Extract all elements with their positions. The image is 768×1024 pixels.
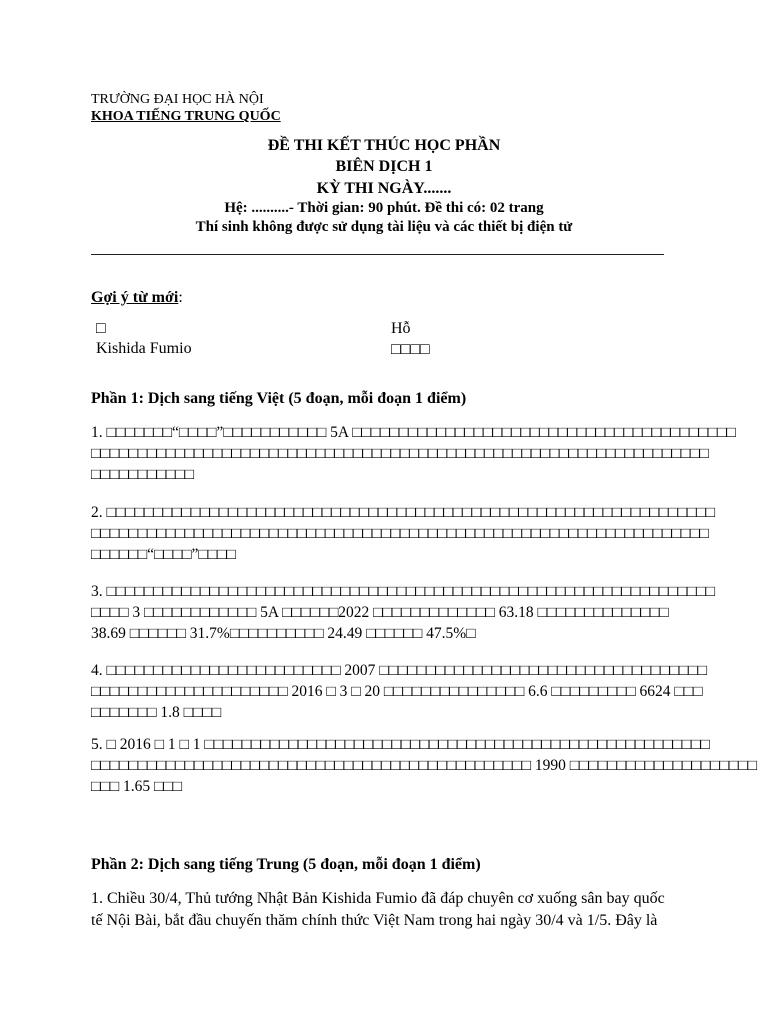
vocab-heading-label: Gợi ý từ mới [91, 289, 179, 306]
part2-paragraph-1 [91, 888, 677, 932]
exam-note: Thí sinh không được sử dụng tài liệu và các thiết bị điện tử [195, 219, 573, 235]
paragraph-line: □□□□□□□□□□□ [91, 466, 194, 483]
paragraph-line: 3. □□□□□□□□□□□□□□□□□□□□□□□□□□□□□□□□□□□□□□□□□□□□□□□□□□□□□□□□□□□□□□□□□ [91, 583, 716, 600]
exam-title: ĐỀ THI KẾT THÚC HỌC PHẦN [267, 137, 501, 154]
paragraph-line: □□□□ 3 □□□□□□□□□□□□ 5A □□□□□□2022 □□□□□□□□□□□□□ 63.18 □□□□□□□□□□□□□□ [91, 604, 669, 621]
vocab-item-left: Kishida Fumio [96, 340, 192, 357]
paragraph-line: 4. □□□□□□□□□□□□□□□□□□□□□□□□□ 2007 □□□□□□□□□□□□□□□□□□□□□□□□□□□□□□□□□□□ [91, 662, 707, 679]
exam-info: Hệ: ..........- Thời gian: 90 phút. Đề thi có: 02 trang [224, 200, 544, 216]
paragraph-line: □□□□□□□□□□□□□□□□□□□□□□□□□□□□□□□□□□□□□□□□□□□□□□□ 1990 □□□□□□□□□□□□□□□□□□□□ [91, 757, 758, 774]
paragraph-line: 2. □□□□□□□□□□□□□□□□□□□□□□□□□□□□□□□□□□□□□□□□□□□□□□□□□□□□□□□□□□□□□□□□□ [91, 504, 716, 521]
exam-subject: BIÊN DỊCH 1 [335, 158, 433, 175]
part1-paragraph-1 [91, 422, 736, 485]
paragraph-line: 1. □□□□□□□“□□□□”□□□□□□□□□□□ 5A □□□□□□□□□□□□□□□□□□□□□□□□□□□□□□□□□□□□□□□□□ [91, 424, 736, 441]
paragraph-line: 38.69 □□□□□□ 31.7%□□□□□□□□□□ 24.49 □□□□□□ 47.5%□ [91, 625, 476, 642]
paragraph-line: □□□ 1.65 □□□ [91, 778, 183, 795]
header-divider [91, 254, 664, 255]
part1-paragraph-3 [91, 581, 716, 644]
faculty-name: KHOA TIẾNG TRUNG QUỐC [91, 109, 281, 124]
part1-paragraph-4 [91, 660, 707, 723]
vocab-heading [91, 289, 183, 307]
vocab-item-left: □ [96, 320, 106, 337]
paragraph-line: □□□□□□□□□□□□□□□□□□□□□□□□□□□□□□□□□□□□□□□□□□□□□□□□□□□□□□□□□□□□□□□□□□ [91, 525, 709, 542]
paragraph-line: □□□□□□□ 1.8 □□□□ [91, 704, 222, 721]
university-name: TRƯỜNG ĐẠI HỌC HÀ NỘI [91, 92, 264, 107]
paragraph-line: tế Nội Bài, bắt đầu chuyến thăm chính thức Việt Nam trong hai ngày 30/4 và 1/5. Đây là [91, 912, 658, 929]
paragraph-line: 1. Chiều 30/4, Thủ tướng Nhật Bản Kishida Fumio đã đáp chuyên cơ xuống sân bay quốc [91, 890, 665, 907]
vocab-item-right: □□□□ [391, 341, 430, 358]
part1-paragraph-2 [91, 502, 716, 565]
part2-heading: Phần 2: Dịch sang tiếng Trung (5 đoạn, mỗi đoạn 1 điểm) [91, 856, 481, 873]
paragraph-line: □□□□□□□□□□□□□□□□□□□□□ 2016 □ 3 □ 20 □□□□□□□□□□□□□□□ 6.6 □□□□□□□□□ 6624 □□□ [91, 683, 703, 700]
paragraph-line: □□□□□□“□□□□”□□□□ [91, 546, 236, 563]
vocab-item-right: Hỗ [391, 320, 411, 337]
part1-paragraph-5 [91, 734, 758, 797]
vocab-heading-colon: : [178, 289, 183, 306]
paragraph-line: □□□□□□□□□□□□□□□□□□□□□□□□□□□□□□□□□□□□□□□□□□□□□□□□□□□□□□□□□□□□□□□□□□ [91, 445, 709, 462]
paragraph-line: 5. □ 2016 □ 1 □ 1 □□□□□□□□□□□□□□□□□□□□□□□□□□□□□□□□□□□□□□□□□□□□□□□□□□□□□□ [91, 736, 710, 753]
exam-date: KỲ THI NGÀY....... [316, 180, 452, 197]
part1-heading: Phần 1: Dịch sang tiếng Việt (5 đoạn, mỗi đoạn 1 điểm) [91, 390, 467, 407]
